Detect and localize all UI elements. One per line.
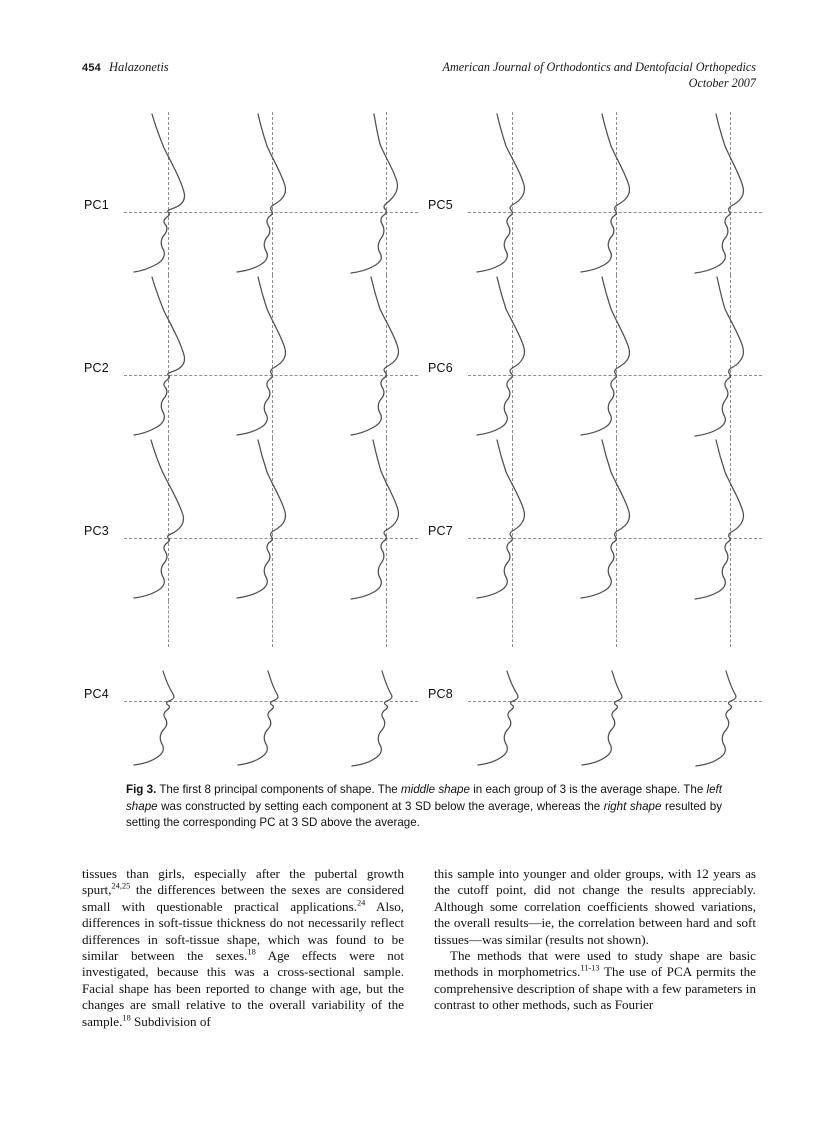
facial-profile-outline bbox=[230, 601, 334, 764]
pc-row-pc8 bbox=[426, 601, 756, 764]
facial-profile-outline bbox=[470, 112, 574, 275]
pc-row-label: PC5 bbox=[428, 198, 453, 212]
running-head-right bbox=[443, 60, 756, 91]
journal-title: American Journal of Orthodontics and Dentofacial Orthopedics bbox=[442, 60, 756, 74]
paragraph bbox=[434, 948, 756, 1014]
profile-cell-average bbox=[574, 112, 678, 275]
figure-caption-emphasis-left: left shape bbox=[126, 783, 722, 813]
profile-cell-minus3sd bbox=[470, 438, 574, 601]
profile-cell-minus3sd bbox=[470, 601, 574, 764]
pc-row-label: PC2 bbox=[84, 361, 109, 375]
page-number: 454 bbox=[82, 62, 101, 74]
facial-profile-outline bbox=[230, 438, 334, 601]
facial-profile-outline bbox=[470, 438, 574, 601]
profile-cell-average bbox=[230, 601, 334, 764]
issue-date: October 2007 bbox=[688, 75, 756, 90]
profile-cell-minus3sd bbox=[470, 275, 574, 438]
profile-cell-average bbox=[230, 438, 334, 601]
profile-cell-minus3sd bbox=[126, 275, 230, 438]
profile-cell-minus3sd bbox=[126, 438, 230, 601]
pc-row-pc5 bbox=[426, 112, 756, 275]
figure-caption-emphasis-middle: middle shape bbox=[400, 783, 470, 796]
text-run: Age effects were not investigated, because this was a cross-sectional sample. Facial shape has been reported to change with age, but the changes are small relative to the overall variability of the sample. bbox=[82, 948, 404, 1029]
pc-row-pc3 bbox=[82, 438, 412, 601]
pc-row-pc1 bbox=[82, 112, 412, 275]
profile-cell-average bbox=[574, 275, 678, 438]
facial-profile-outline bbox=[126, 112, 230, 275]
pc-row-pc6 bbox=[426, 275, 756, 438]
figure-caption-text-2: in each group of 3 is the average shape. The bbox=[469, 783, 707, 796]
citation-ref: 11-13 bbox=[580, 964, 600, 974]
profile-cell-average bbox=[574, 438, 678, 601]
figure-caption-text-3: was constructed by setting each component at 3 SD below the average, whereas the bbox=[157, 799, 604, 813]
profile-cell-plus3sd bbox=[688, 275, 792, 438]
running-head-author: Halazonetis bbox=[108, 60, 169, 74]
text-run: tissues than girls, especially after the pubertal growth spurt, bbox=[82, 866, 404, 898]
profile-cell-average bbox=[230, 275, 334, 438]
facial-profile-outline bbox=[126, 275, 230, 438]
pc-row-pc2 bbox=[82, 275, 412, 438]
profile-cell-plus3sd bbox=[688, 112, 792, 275]
citation-ref: 18 bbox=[247, 947, 256, 957]
facial-profile-outline bbox=[688, 438, 792, 601]
paragraph bbox=[82, 866, 404, 1030]
text-run: The methods that were used to study shape are basic methods in morphometrics. bbox=[434, 948, 756, 980]
pc-row-label: PC4 bbox=[84, 687, 109, 701]
facial-profile-outline bbox=[574, 275, 678, 438]
text-run: the differences between the sexes are considered small with questionable practical applications. bbox=[82, 882, 404, 914]
pc-row-label: PC8 bbox=[428, 687, 453, 701]
profile-cell-average bbox=[574, 601, 678, 764]
body-column-right bbox=[434, 866, 756, 1014]
running-head-left bbox=[82, 60, 169, 75]
profile-cell-plus3sd bbox=[688, 601, 792, 764]
facial-profile-outline bbox=[126, 438, 230, 601]
facial-profile-outline bbox=[470, 275, 574, 438]
profile-cell-minus3sd bbox=[126, 112, 230, 275]
profile-cell-minus3sd bbox=[126, 601, 230, 764]
pc-row-label: PC6 bbox=[428, 361, 453, 375]
citation-ref: 24,25 bbox=[111, 882, 131, 892]
pc-row-pc4 bbox=[82, 601, 412, 764]
facial-profile-outline bbox=[574, 438, 678, 601]
facial-profile-outline bbox=[688, 275, 792, 438]
facial-profile-outline bbox=[688, 601, 792, 764]
body-column-left bbox=[82, 866, 404, 1030]
figure-panel-left bbox=[82, 112, 412, 774]
facial-profile-outline bbox=[230, 112, 334, 275]
running-head bbox=[82, 60, 756, 106]
facial-profile-outline bbox=[126, 601, 230, 764]
pc-row-label: PC7 bbox=[428, 524, 453, 538]
facial-profile-outline bbox=[230, 275, 334, 438]
facial-profile-outline bbox=[470, 601, 574, 764]
figure-caption bbox=[126, 782, 722, 832]
profile-cell-average bbox=[230, 112, 334, 275]
paragraph: this sample into younger and older groups, with 12 years as the cutoff point, did not change the results appreciably. Although some correlation coefficients showed variations, the overall results—ie, the correlation between hard and soft tissues—was similar (results not shown). bbox=[434, 866, 756, 947]
citation-ref: 18 bbox=[122, 1013, 131, 1023]
figure-caption-text-4: resulted by setting the corresponding PC at 3 SD above the average. bbox=[126, 799, 722, 830]
text-run: The use of PCA permits the comprehensive description of shape with a few parameters in contrast to other methods, such as Fourier bbox=[434, 964, 756, 1013]
pc-row-label: PC1 bbox=[84, 198, 109, 212]
figure-caption-emphasis-right: right shape bbox=[603, 799, 662, 813]
figure-caption-text-1: The first 8 principal components of shape. The bbox=[156, 783, 401, 796]
profile-cell-plus3sd bbox=[688, 438, 792, 601]
text-run: Subdivision of bbox=[130, 1013, 211, 1029]
pc-row-pc7 bbox=[426, 438, 756, 601]
figure-3 bbox=[82, 112, 756, 774]
facial-profile-outline bbox=[688, 112, 792, 275]
citation-ref: 24 bbox=[356, 898, 366, 908]
facial-profile-outline bbox=[574, 112, 678, 275]
figure-caption-label: Fig 3. bbox=[126, 783, 157, 796]
profile-cell-minus3sd bbox=[470, 112, 574, 275]
facial-profile-outline bbox=[574, 601, 678, 764]
figure-panel-right bbox=[426, 112, 756, 774]
text-run: Also, differences in soft-tissue thickness do not necessarily reflect differences in soft-tissue shape, which was found to be similar between the sexes. bbox=[82, 898, 405, 964]
pc-row-label: PC3 bbox=[84, 524, 109, 538]
